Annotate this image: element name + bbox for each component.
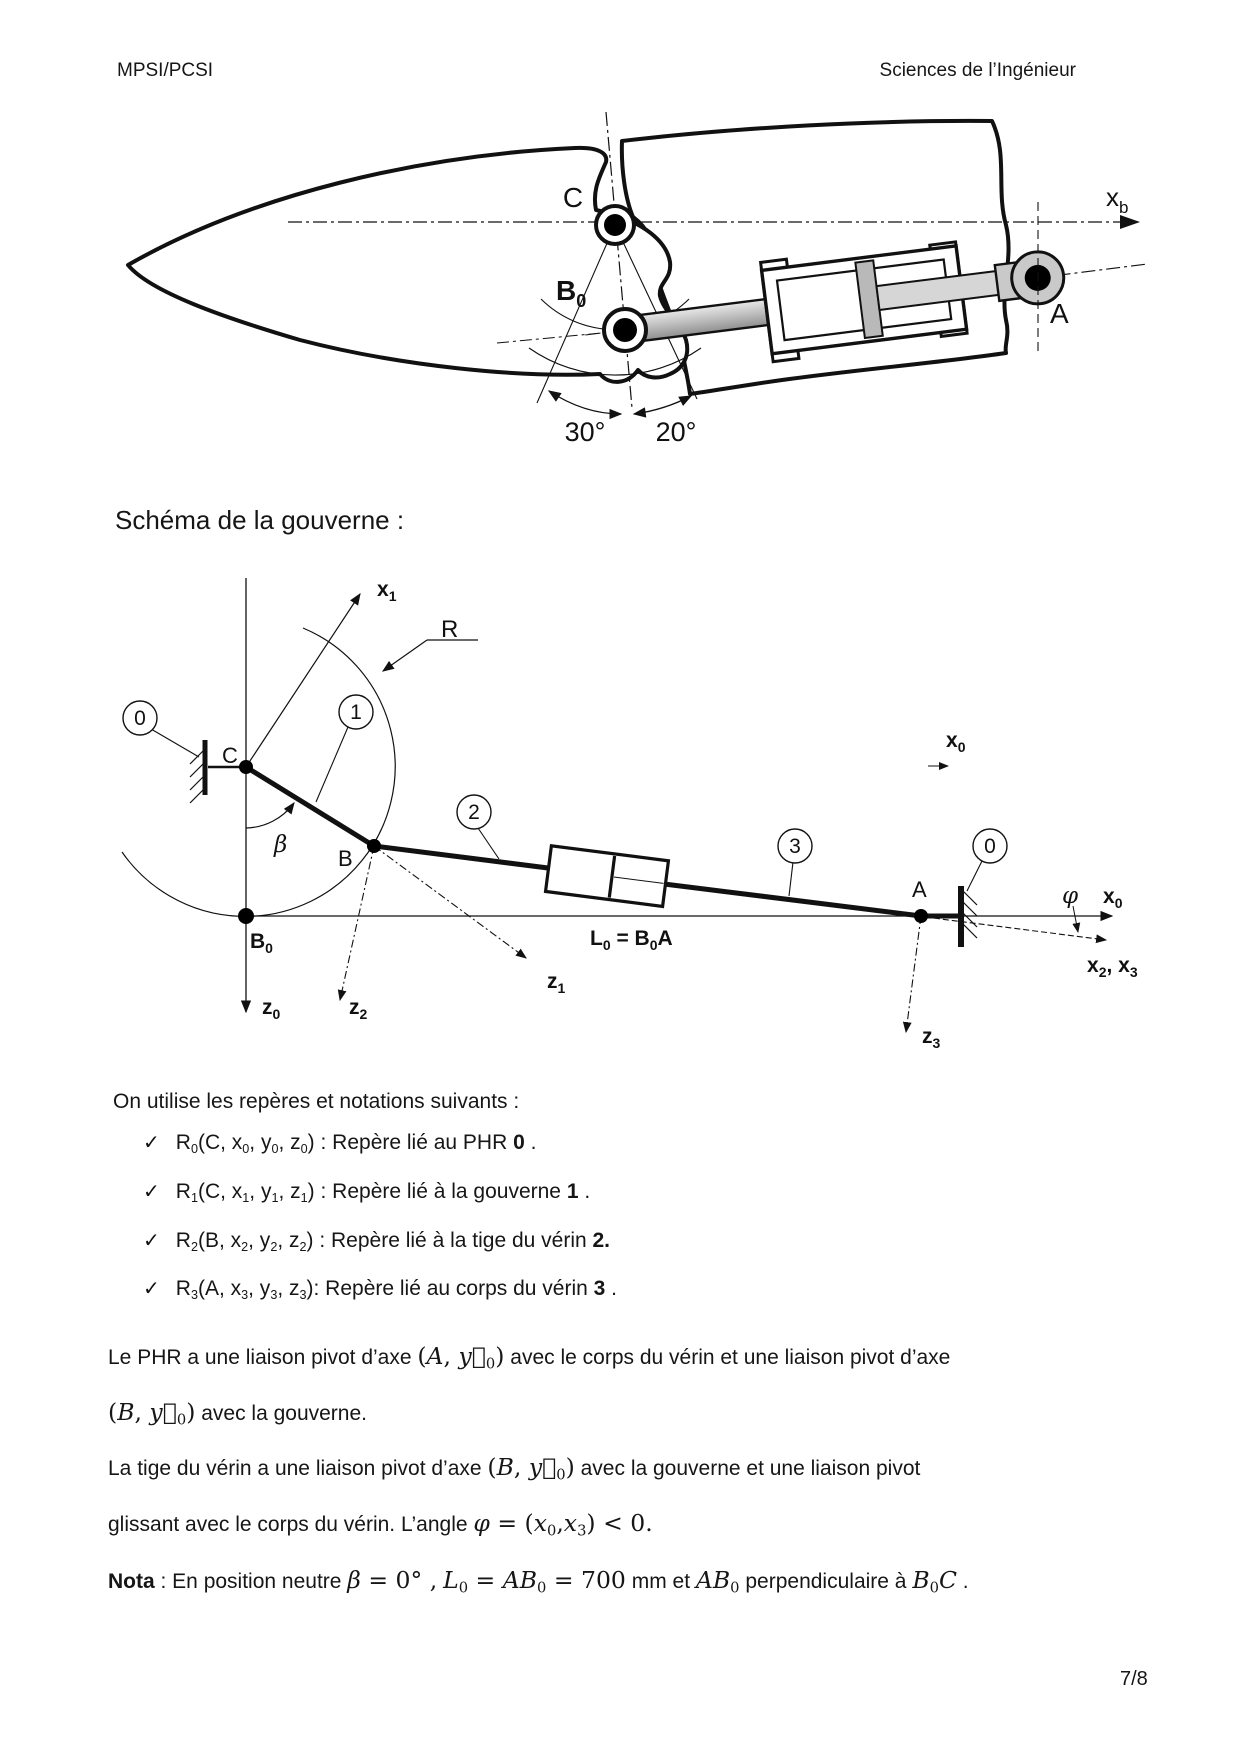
label-beta: β [274,832,288,858]
list-item-r3 [143,1274,1123,1309]
label-b0: $B_0$ [556,275,587,311]
check-icon: ✓ [143,1130,160,1154]
cylinder-symbol [546,846,669,907]
label-z2: $z_2$ [349,996,368,1022]
axis-x1 [246,594,360,767]
joint-b [367,839,381,853]
label-a: A [1050,298,1069,329]
axis-x2x3 [925,917,1106,940]
label-b0: $B_0$ [250,930,273,956]
section-title: Schéma de la gouverne : [115,505,405,535]
link-badge-0-left [123,701,199,757]
paragraph-line: Le PHR a une liaison pivot d’axe (A, $y⃗_0$) avec le corps du vérin et une liaison pivot d’axe [108,1342,951,1373]
list-item-r1 [143,1177,1123,1212]
list-item-text: R1(C, x1, y1, z1) : Repère lié à la gouverne 1 . [175,1179,591,1205]
header-left: MPSI/PCSI [117,60,214,81]
beta-arc [246,803,294,828]
check-icon: ✓ [143,1276,160,1301]
label-angle-20: 20° [655,417,697,447]
label-c: C [222,743,238,768]
label-xb: $x_b$ [1106,182,1129,217]
page-number: 7/8 [1120,1668,1148,1690]
list-item-text: R2(B, x2, y2, z2) : Repère lié à la tige du vérin 2. [175,1228,611,1254]
label-z0: $z_0$ [262,996,281,1022]
figure-rudder-drawing [90,95,1150,460]
svg-text:1: 1 [350,701,362,724]
ground-right-hatch [963,891,977,938]
label-phi: φ [1062,883,1079,909]
ground-left-hatch [190,750,204,803]
label-x0: $x_0$ [1103,885,1123,911]
list-item-text: R3(A, x3, y3, z3): Repère lié au corps du vérin 3 . [175,1277,618,1303]
paragraph-line: glissant avec le corps du vérin. L’angle $\varphi = (x_0,x_3) < 0$. [108,1509,653,1540]
joint-a [914,909,928,923]
frames-list [143,1128,1123,1323]
label-z1: $z_1$ [547,970,566,996]
label-l0-b0a: $L_0 = B_0A$ [590,927,673,953]
svg-text:0: 0 [984,835,996,858]
paragraph-tige [108,1443,1148,1556]
list-item-text: R0(C, x0, y0, z0) : Repère lié au PHR 0 . [175,1131,537,1156]
label-b: B [338,846,353,871]
label-c: C [562,182,584,213]
header-right: Sciences de l’Ingénieur [879,60,1076,81]
svg-text:2: 2 [468,801,480,824]
r-leader [383,640,427,671]
paragraph-line: (B, $y⃗_0$) avec la gouverne. [108,1398,367,1429]
link-corps [664,884,921,916]
list-item-r2 [143,1226,1123,1261]
list-item-r0 [143,1128,1123,1163]
svg-text:3: 3 [789,835,801,858]
link-badge-3 [778,829,812,896]
label-x2-x3: $x_2$, $x_3$ [1087,954,1138,980]
link-badge-1 [316,695,373,802]
label-r: R [441,616,459,643]
joint-b0 [238,908,254,924]
cylinder-barrel [546,846,669,907]
joint-c [239,760,253,774]
label-angle-30: 30° [564,417,606,447]
intro-line: On utilise les repères et notations suivants : [113,1090,520,1113]
pivot-b0-dot [613,318,637,342]
pivot-c-dot [604,214,626,236]
check-icon: ✓ [143,1227,160,1252]
figure-kinematic-diagram [80,555,1170,1055]
phi-leader [1073,906,1078,932]
nota-line: Nota : En position neutre β = 0° , $L_0 = AB_0 = 700$ mm et $AB_0$ perpendiculaire à $B_0C$ . [108,1566,969,1597]
link-badge-2 [457,795,499,859]
link-gouverne-cb [246,767,374,846]
dim-arc-30 [549,391,621,414]
fin-outline [128,148,687,382]
axis-z3 [906,916,921,1032]
svg-text:0: 0 [134,707,146,730]
label-a: A [912,877,927,902]
label-z3: $z_3$ [922,1025,941,1051]
label-x0-top: $x_0$ [946,729,966,755]
dim-arc-20 [634,396,691,414]
xb-arrowhead [1120,215,1140,229]
check-icon: ✓ [143,1178,160,1203]
paragraph-line: La tige du vérin a une liaison pivot d’axe (B, $y⃗_0$) avec la gouverne et une liaison pivot [108,1453,921,1484]
link-badge-0-right [967,829,1007,891]
label-x1: $x_1$ [377,578,397,604]
paragraph-phr [108,1332,1148,1445]
